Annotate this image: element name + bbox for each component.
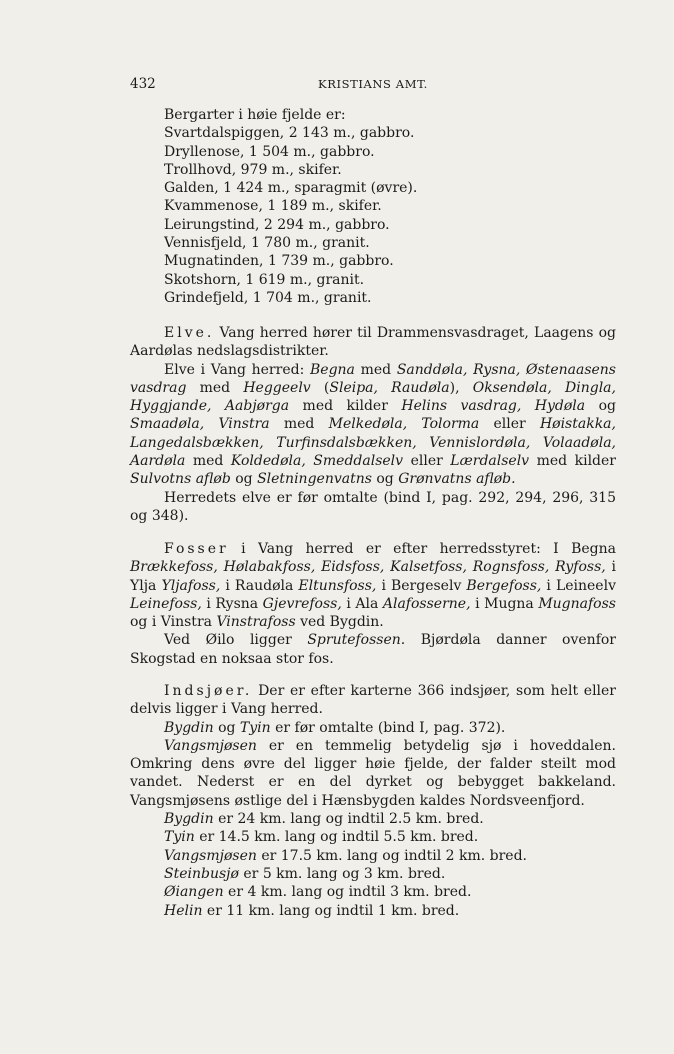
rock-list-item: Trollhovd, 979 m., skifer. — [164, 161, 342, 178]
text-run: i Ala — [341, 595, 383, 612]
italic-name: Sleipa, Raudøla — [329, 379, 450, 396]
text-run: er en temmelig betydelig sjø i hoveddalen. Omkring dens øvre del ligger høie fjelde, der falder steilt mod vandet. Nederst er en del dyrket og bebygget bakkeland. Vangsmjøsens østlige del i Hænsbygden kaldes Nordsveenfjord. — [130, 737, 616, 809]
italic-name: Leinefoss, — [130, 595, 202, 612]
lake-measure-line — [130, 828, 616, 846]
lake-name: Tyin — [164, 829, 195, 846]
elve-lead: Elve i Vang herred: — [164, 361, 310, 378]
section-elve — [130, 324, 616, 525]
lake-dimensions: er 4 km. lang og indtil 3 km. bred. — [223, 884, 472, 901]
italic-name: Sletningenvatns — [257, 471, 372, 488]
lake-measure-line — [130, 810, 616, 828]
italic-name: Bygdin — [164, 719, 214, 736]
text-run: i Vang herred er efter herredsstyret: I Begna — [228, 541, 616, 557]
rock-list-item: Kvammenose, 1 189 m., skifer. — [164, 198, 382, 215]
elve-paragraph-2 — [130, 361, 616, 489]
italic-name: Tyin — [239, 719, 271, 736]
italic-name: Vangsmjøsen — [164, 737, 257, 754]
rock-list-item: Dryllenose, 1 504 m., gabbro. — [164, 143, 375, 160]
lake-name: Øiangen — [164, 884, 224, 901]
text-run: ), — [449, 379, 473, 396]
italic-name: Sanddøla, Rysna, Østenaasens vasdrag — [130, 361, 616, 396]
text-run: med — [186, 379, 244, 396]
italic-name: Lærdalselv — [450, 453, 530, 470]
lake-name: Bygdin — [164, 811, 214, 828]
text-run: i Rysna — [201, 595, 263, 612]
rock-list-item: Grindefjeld, 1 704 m., granit. — [164, 289, 372, 306]
running-title: KRISTIANS AMT. — [318, 77, 428, 91]
rock-list — [130, 106, 616, 307]
elve-paragraph-3: Herredets elve er før omtalte (bind I, pag. 292, 294, 296, 315 og 348). — [130, 489, 616, 524]
lake-name: Vangsmjøsen — [164, 847, 257, 864]
rock-list-item: Skotshorn, 1 619 m., granit. — [164, 271, 365, 288]
italic-name: Smaadøla, Vinstra — [130, 416, 270, 433]
rock-list-intro: Bergarter i høie fjelde er: — [164, 107, 346, 123]
fosser-paragraph-1 — [130, 540, 616, 631]
text-run: og — [230, 471, 258, 488]
italic-name: Høistakka, Langedalsbækken, Turfinsdalsbækken, Vennislordøla, Volaadøla, Aardøla — [130, 416, 616, 470]
text-run: ( — [310, 379, 330, 396]
text-run: eller — [403, 453, 451, 470]
fosser-paragraph-2 — [130, 631, 616, 668]
lake-name: Steinbusjø — [164, 865, 239, 882]
elve-paragraph-1 — [130, 324, 616, 361]
italic-name: Yljafoss, — [161, 577, 221, 594]
italic-name: Oksendøla, Dingla, Hyggjande, Aabjørga — [130, 379, 616, 415]
italic-name: Sulvotns afløb — [130, 471, 231, 488]
lake-dimensions: er 14.5 km. lang og indtil 5.5 km. bred. — [194, 829, 479, 846]
italic-name: Alafosserne, — [382, 595, 471, 612]
text-run: med — [354, 361, 397, 378]
text-run: med — [269, 416, 329, 433]
lake-dimensions: er 24 km. lang og indtil 2.5 km. bred. — [213, 811, 484, 828]
elve-text-1: Vang herred hører til Drammensvasdraget, Laagens og Aardølas nedslagsdistrikter. — [130, 325, 616, 360]
italic-name: Eltunsfoss, — [298, 577, 377, 594]
text-run: og i Vinstra — [130, 614, 217, 631]
indsjoer-paragraph-1 — [130, 682, 616, 719]
italic-name: Begna — [310, 361, 355, 378]
italic-name: Mugnafoss — [538, 595, 616, 612]
lake-measure-line — [130, 902, 616, 920]
lake-measure-line — [130, 847, 616, 865]
text-run: Bjørdøla danner ovenfor Skogstad en noksaa stor fos. — [130, 632, 616, 667]
text-run: Ved Øilo ligger — [164, 632, 308, 649]
indsjoer-text-1: Der er efter karterne 366 indsjøer, som helt eller delvis ligger i Vang herred. — [130, 683, 617, 718]
lake-name: Helin — [164, 902, 203, 919]
italic-name: Gjevrefoss, — [262, 595, 342, 612]
lake-dimensions: er 11 km. lang og indtil 1 km. bred. — [202, 902, 460, 919]
italic-name: Koldedøla, Smeddalselv — [230, 453, 404, 470]
italic-name: Brækkefoss, Hølabakfoss, Eidsfoss, Kalsetfoss, Rognsfoss, Ryfoss, — [130, 559, 606, 576]
text-run: i Ylja — [130, 559, 616, 594]
text-run: i Mugna — [470, 595, 539, 612]
rock-list-item: Leirungstind, 2 294 m., gabbro. — [164, 216, 390, 233]
lake-measure-line — [130, 883, 616, 901]
page-number: 432 — [130, 76, 156, 92]
text-run: og — [371, 471, 399, 488]
text-run: og — [585, 398, 616, 415]
rock-list-item: Vennisfjeld, 1 780 m., granit. — [164, 235, 370, 252]
indsjoer-paragraph-2 — [130, 719, 616, 737]
text-run: med kilder — [289, 398, 402, 415]
lake-measure-line — [130, 865, 616, 883]
fosser-heading: Fosser — [164, 541, 229, 557]
text-run: med kilder — [529, 453, 616, 470]
text-run: og — [213, 719, 240, 736]
text-run: ved Bygdin. — [295, 614, 384, 631]
italic-name: Melkedøla, Tolorma — [328, 416, 480, 433]
text-run: i Bergeselv — [376, 577, 467, 594]
rock-list-item: Galden, 1 424 m., sparagmit (øvre). — [164, 180, 418, 197]
section-fosser — [130, 540, 616, 668]
page-header — [130, 76, 616, 96]
italic-name: Sprutefossen. — [307, 632, 406, 649]
rock-list-item: Mugnatinden, 1 739 m., gabbro. — [164, 253, 394, 270]
indsjoer-heading: Indsjøer. — [164, 683, 253, 699]
text-run: er før omtalte (bind I, pag. 372). — [270, 719, 506, 736]
text-run: med — [185, 453, 231, 470]
lake-dimensions: er 17.5 km. lang og indtil 2 km. bred. — [256, 847, 527, 864]
elve-heading: Elve. — [164, 325, 215, 341]
rock-list-item: Svartdalspiggen, 2 143 m., gabbro. — [164, 125, 415, 142]
italic-name: Grønvatns afløb. — [398, 471, 516, 488]
italic-name: Bergefoss, — [466, 577, 542, 594]
text-run: i Leineelv — [541, 577, 616, 594]
section-indsjoer — [130, 682, 616, 920]
italic-name: Heggeelv — [243, 379, 311, 396]
indsjoer-paragraph-3 — [130, 737, 616, 810]
text-run: i Raudøla — [220, 577, 299, 594]
italic-name: Vinstrafoss — [216, 614, 296, 631]
italic-name: Helins vasdrag, Hydøla — [401, 398, 586, 415]
lake-dimensions: er 5 km. lang og 3 km. bred. — [238, 865, 446, 882]
text-run: eller — [479, 416, 540, 433]
